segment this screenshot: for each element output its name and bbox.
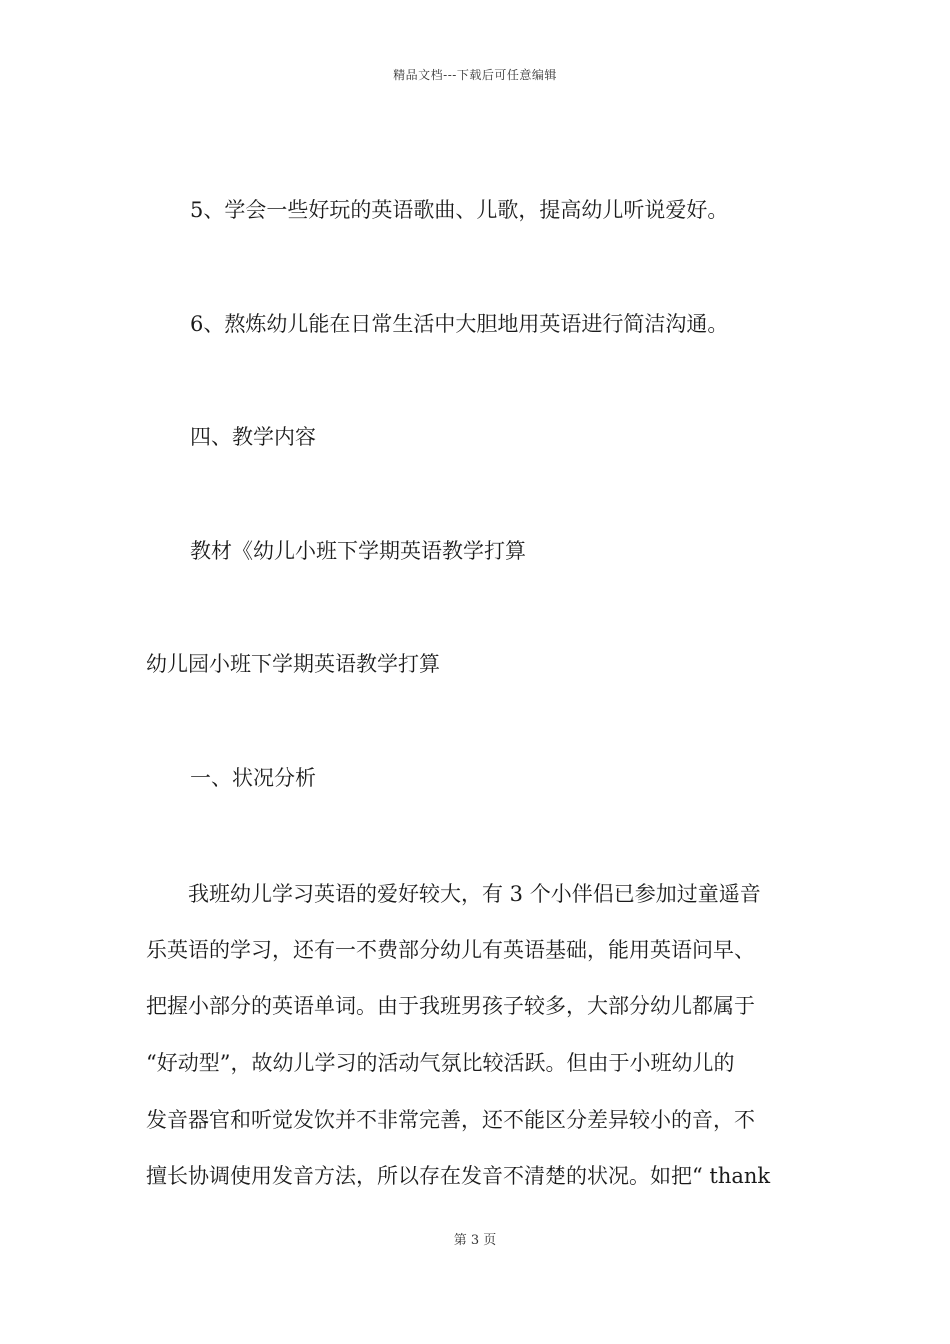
paragraph-line: 乐英语的学习，还有一不费部分幼儿有英语基础，能用英语问早、	[146, 938, 755, 962]
paragraph-line: 发音器官和听觉发饮并不非常完善，还不能区分差异较小的音，不	[146, 1108, 755, 1132]
list-item-5: 5、学会一些好玩的英语歌曲、儿歌，提高幼儿听说爱好。	[190, 198, 729, 222]
section-heading-1: 一、状况分析	[190, 766, 316, 790]
textbook-line: 教材《幼儿小班下学期英语教学打算	[190, 539, 526, 563]
paragraph-line: 把握小部分的英语单词。由于我班男孩子较多，大部分幼儿都属于	[146, 994, 755, 1018]
section-heading-4: 四、教学内容	[190, 425, 316, 449]
paragraph-line: 我班幼儿学习英语的爱好较大，有 3 个小伴侣已参加过童遥音	[146, 882, 761, 906]
page-number: 第 3 页	[453, 1233, 497, 1248]
list-item-6: 6、熬炼幼儿能在日常生活中大胆地用英语进行简洁沟通。	[190, 312, 729, 336]
paragraph-line: “好动型”，故幼儿学习的活动气氛比较活跃。但由于小班幼儿的	[146, 1051, 735, 1075]
page-header: 精品文档---下载后可任意编辑	[393, 68, 557, 82]
paragraph-line: 擅长协调使用发音方法，所以存在发音不清楚的状况。如把“ thank	[146, 1164, 771, 1188]
document-title: 幼儿园小班下学期英语教学打算	[146, 652, 440, 676]
